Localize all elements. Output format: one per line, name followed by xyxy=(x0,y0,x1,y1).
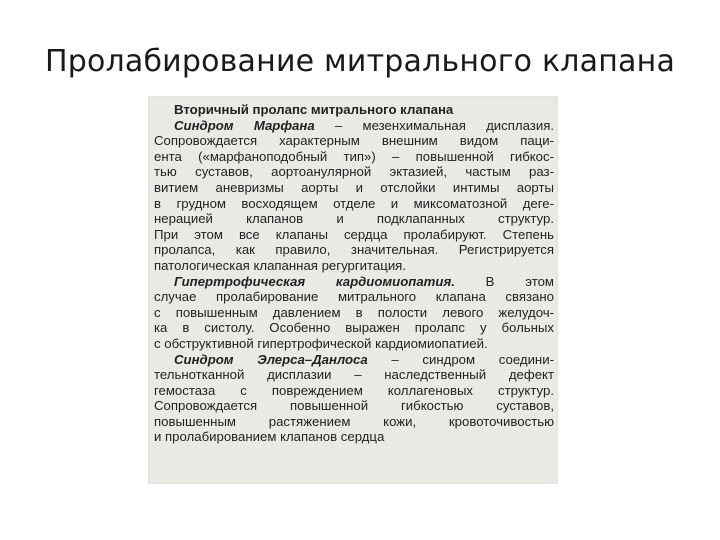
term-hypertrophic-cardiomyopathy: Гипертрофическая кардиомиопатия. xyxy=(174,273,455,289)
paragraph-line: При этом все клапаны сердца пролабируют. Степень xyxy=(154,226,554,242)
scanned-text-image xyxy=(148,96,558,484)
paragraph-line: ента («марфаноподобный тип») – повышенной гибкос- xyxy=(154,148,554,164)
paragraph-line: тельнотканной дисплазии – наследственный дефект xyxy=(154,367,554,383)
slide-title: Пролабирование митрального клапана xyxy=(44,44,676,79)
paragraph-line: случае пролабирование митрального клапана связано xyxy=(154,289,554,305)
paragraph-line: Сопровождается повышенной гибкостью суставов, xyxy=(154,398,554,414)
ehlers-danlos-definition: – синдром соедини- xyxy=(367,351,554,367)
term-ehlers-danlos: Синдром Элерса–Данлоса xyxy=(174,351,368,367)
section-marfan-first-line xyxy=(154,118,554,134)
paragraph-line: повышенным растяжением кожи, кровоточивостью xyxy=(154,413,554,429)
marfan-definition: – мезенхимальная дисплазия. xyxy=(314,117,554,133)
paragraph-line: пролапса, как правило, значительная. Регистрируется xyxy=(154,242,554,258)
paragraph-line: патологическая клапанная регургитация. xyxy=(154,257,406,273)
document-heading: Вторичный пролапс митрального клапана xyxy=(174,102,454,117)
term-marfan: Синдром Марфана xyxy=(174,117,315,133)
hcm-text: В этом xyxy=(454,273,554,289)
paragraph-line: тью суставов, аортоанулярной эктазией, частым раз- xyxy=(154,164,554,180)
paragraph-line: с обструктивной гипертрофической кардиомиопатией. xyxy=(154,335,488,351)
section-hcm-first-line xyxy=(154,274,554,290)
paragraph-line: ка в систолу. Особенно выражен пролапс у больных xyxy=(154,320,554,336)
paragraph-line: гемостаза с повреждением коллагеновых структур. xyxy=(154,382,554,398)
paragraph-line: в грудном восходящем отделе и миксоматозной деге- xyxy=(154,195,554,211)
paragraph-line: и пролабированием клапанов сердца xyxy=(154,429,385,445)
paragraph-line: с повышенным давлением в полости левого желудоч- xyxy=(154,304,554,320)
paragraph-line: нерацией клапанов и подклапанных структур. xyxy=(154,211,554,227)
section-ehlers-danlos-first-line xyxy=(154,352,554,368)
paragraph-line: Сопровождается характерным внешним видом паци- xyxy=(154,133,554,149)
paragraph-line: витием аневризмы аорты и отслойки интимы аорты xyxy=(154,179,554,195)
document-body xyxy=(154,102,554,445)
